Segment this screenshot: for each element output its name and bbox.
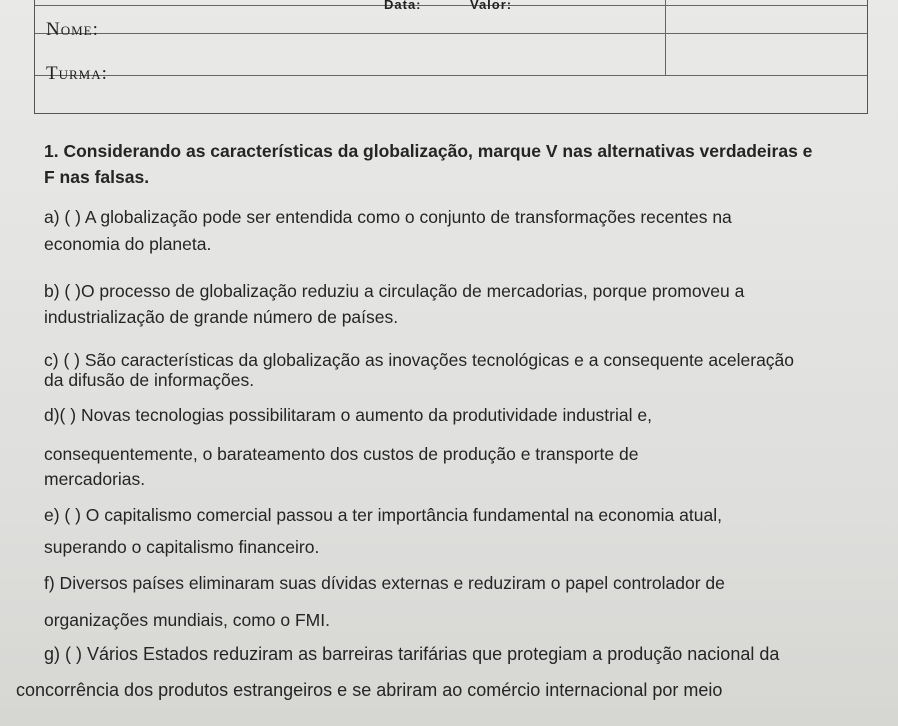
header-column-divider (665, 0, 666, 75)
item-d-line3: mercadorias. (44, 469, 146, 489)
item-f-line1: f) Diversos países eliminaram suas dívidas externas e reduziram o papel controlador de (44, 573, 725, 593)
item-d-line1: d)( ) Novas tecnologias possibilitaram o aumento da produtividade industrial e, (44, 405, 652, 425)
item-a-line1: a) ( ) A globalização pode ser entendida como o conjunto de transformações recentes na (44, 207, 732, 227)
data-label: Data: (384, 0, 422, 12)
item-b-line1: b) ( )O processo de globalização reduziu a circulação de mercadorias, porque promoveu a (44, 281, 745, 301)
item-b-line2: industrialização de grande número de países. (44, 307, 399, 327)
header-divider-nome (35, 33, 867, 34)
nome-label: Nome: (46, 19, 99, 40)
item-c-line2: da difusão de informações. (44, 370, 255, 390)
header-divider-turma (35, 75, 867, 76)
header-form (34, 0, 868, 114)
turma-label: Turma: (46, 63, 108, 84)
item-d-line2: consequentemente, o barateamento dos custos de produção e transporte de (44, 444, 639, 464)
item-e-line1: e) ( ) O capitalismo comercial passou a ter importância fundamental na economia atual, (44, 505, 722, 525)
item-e-line2: superando o capitalismo financeiro. (44, 537, 320, 557)
question-title-line1: 1. Considerando as características da globalização, marque V nas alternativas verdadeiras e (44, 141, 813, 161)
header-divider-top (35, 5, 867, 6)
item-g-line2: concorrência dos produtos estrangeiros e se abriram ao comércio internacional por meio (16, 680, 723, 700)
item-a-line2: economia do planeta. (44, 234, 212, 254)
item-g-line1: g) ( ) Vários Estados reduziram as barreiras tarifárias que protegiam a produção nacional da (44, 644, 780, 664)
question-title-line2: F nas falsas. (44, 167, 150, 187)
item-c-line1: c) ( ) São características da globalização as inovações tecnológicas e a consequente aceleração (44, 350, 795, 370)
item-f-line2: organizações mundiais, como o FMI. (44, 610, 330, 630)
valor-label: Valor: (470, 0, 513, 12)
